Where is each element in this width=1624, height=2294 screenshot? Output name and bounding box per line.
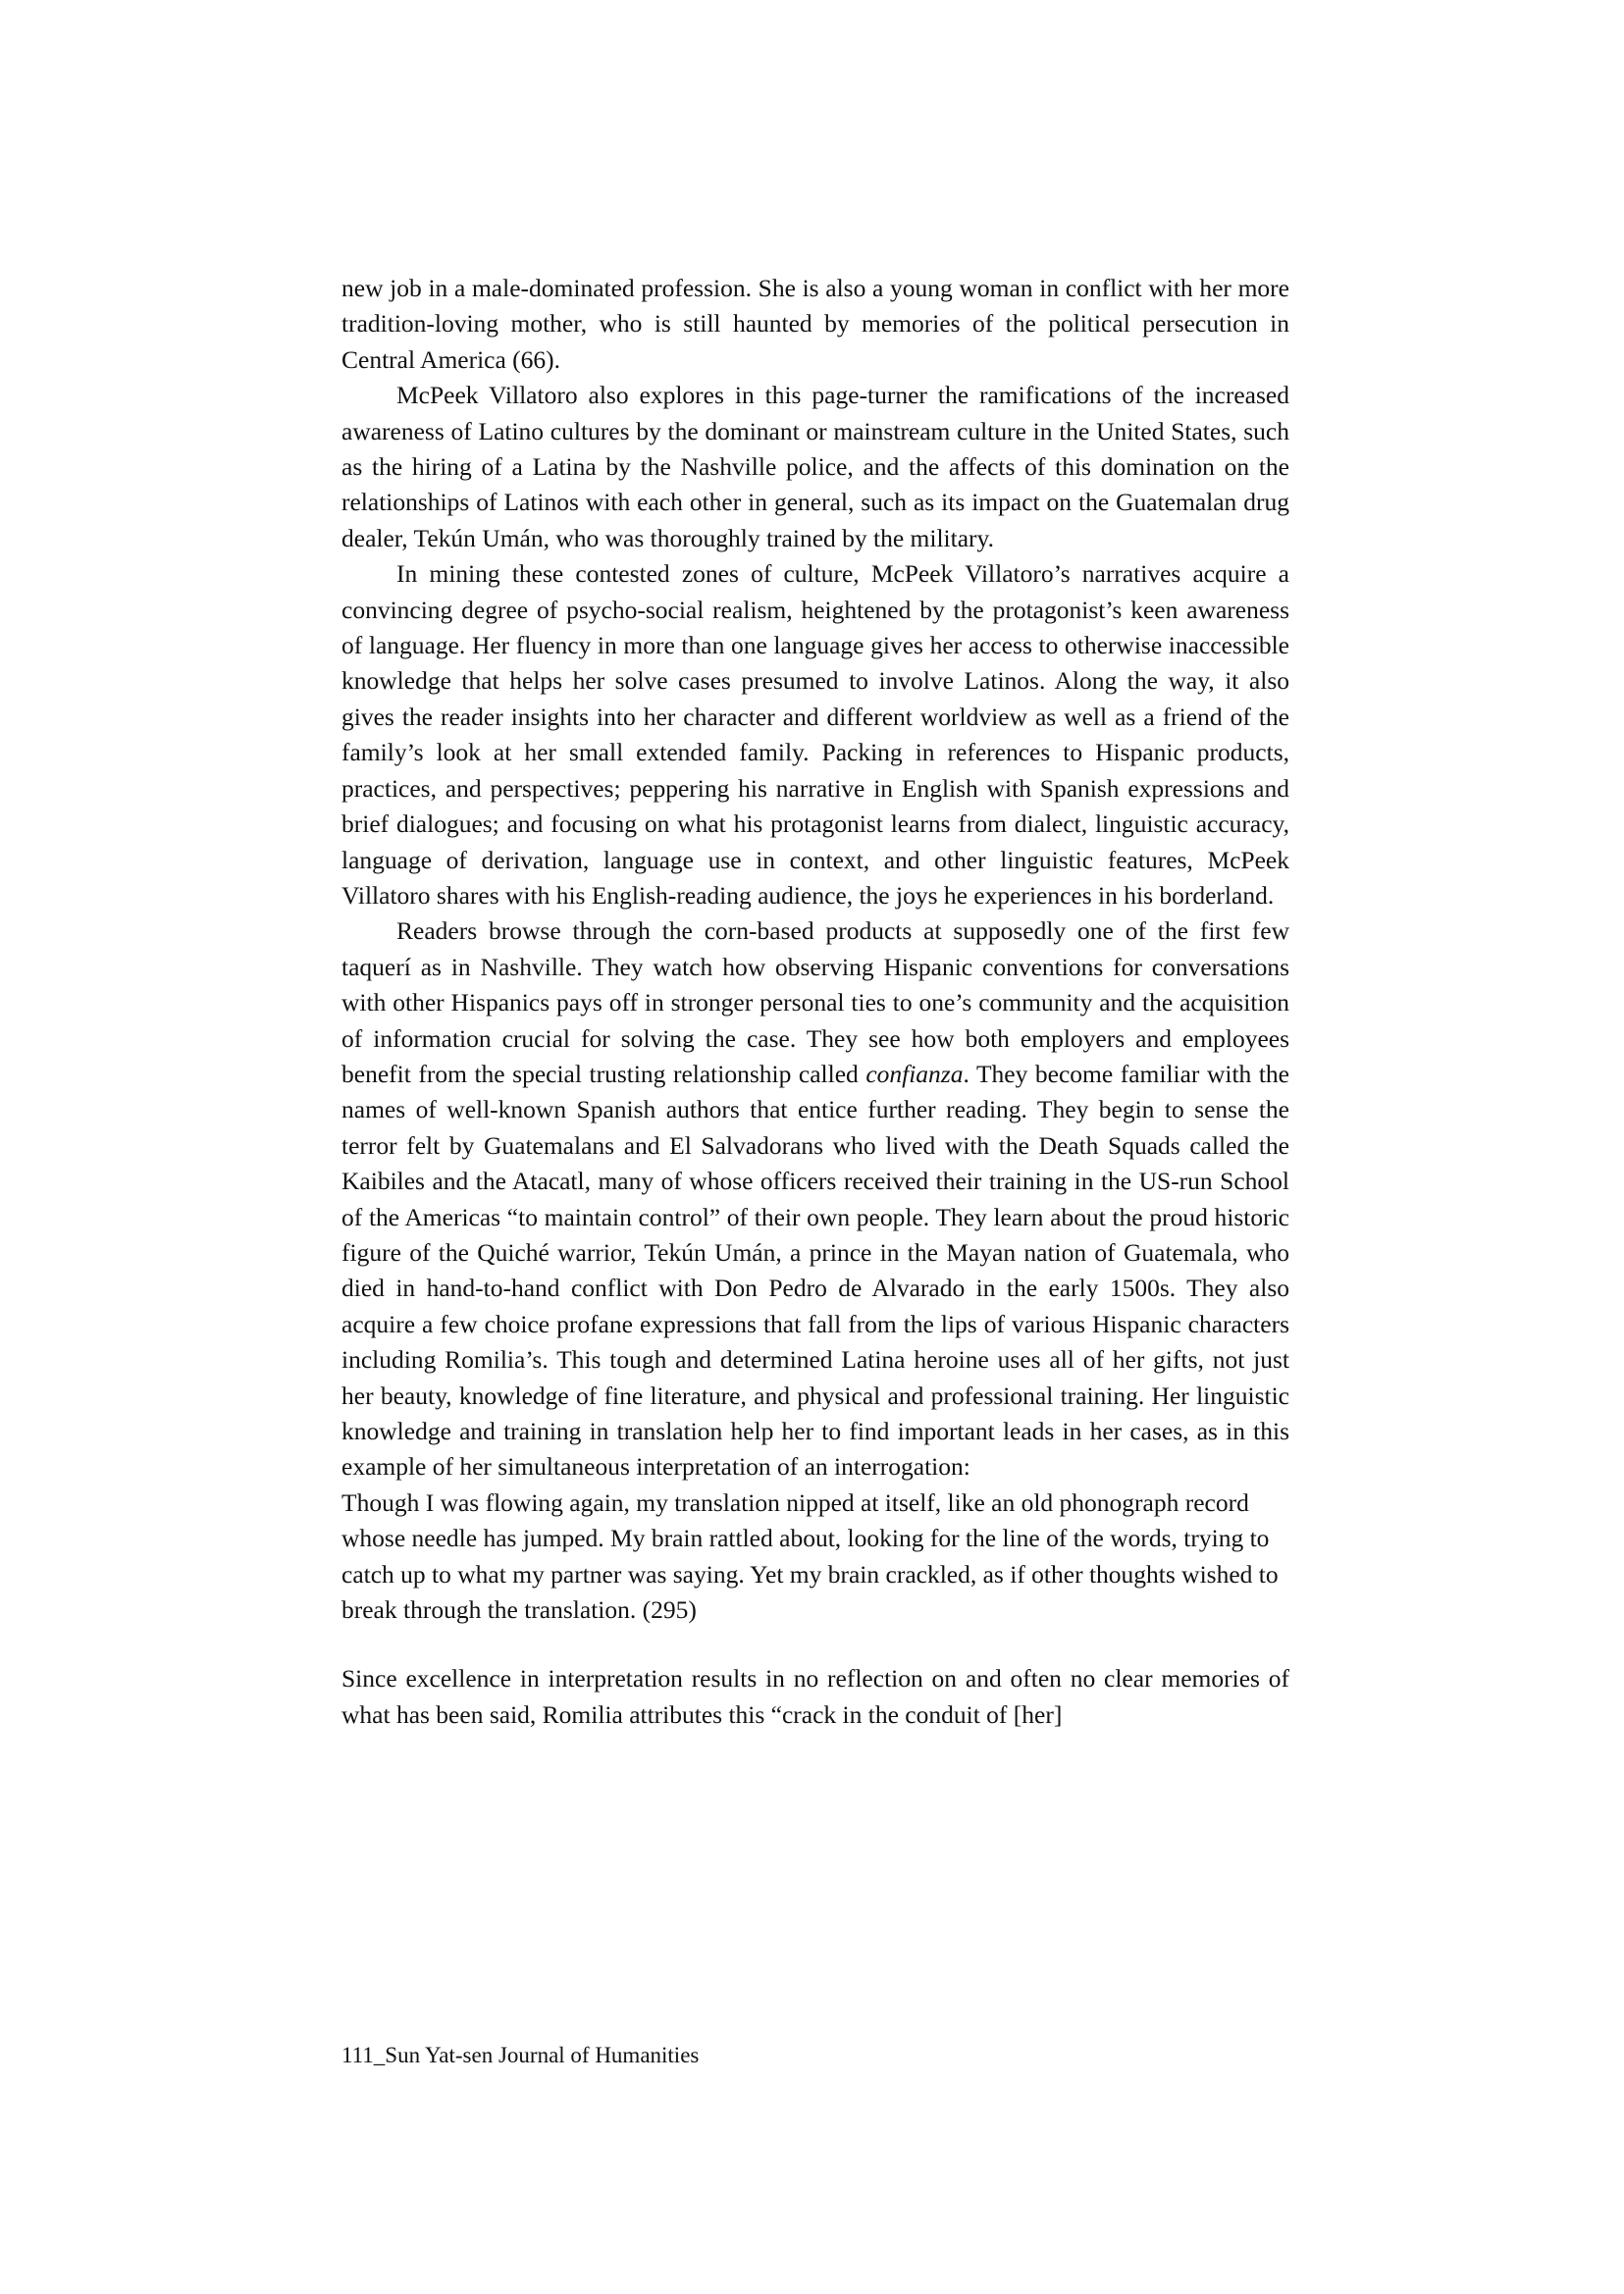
paragraph-4 (341, 913, 1289, 1486)
paragraph-5: Since excellence in interpretation results in no reflection on and often no clear memories of what has been said, Romilia attributes this “crack in the conduit of [her] (341, 1664, 1289, 1729)
block-quote: Though I was flowing again, my translation nipped at itself, like an old phonograph record whose needle has jumped. My brain rattled about, looking for the line of the words, trying to catch up to what my partner was saying. Yet my brain crackled, as if other thoughts wished to break through the translation. (295) (341, 1487, 1279, 1625)
paragraph-2: McPeek Villatoro also explores in this page-turner the ramifications of the increased awareness of Latino cultures by the dominant or mainstream culture in the United States, such as the hiring of a Latina by the Nashville police, and the affects of this domination on the relationships of Latinos with each other in general, such as its impact on the Guatemalan drug dealer, Tekún Umán, who was thoroughly trained by the military. (341, 381, 1289, 552)
page-footer: 111_Sun Yat-sen Journal of Humanities (341, 2043, 700, 2067)
paragraph-4-text-a: Readers browse through the corn-based products at supposedly one of the first few taquerí as in Nashville. They watch how observing Hispanic conventions for conversations with other Hispanics pays off in stronger personal ties to one’s community and the acquisition of information crucial for solving the case. They see how both employers and employees benefit from the special trusting relationship called (341, 916, 1289, 1088)
paragraph-3: In mining these contested zones of culture, McPeek Villatoro’s narratives acquire a convincing degree of psycho-social realism, heightened by the protagonist’s keen awareness of language. Her fluency in more than one language gives her access to otherwise inaccessible knowledge that helps her solve cases presumed to involve Latinos. Along the way, it also gives the reader insights into her character and different worldview as well as a friend of the family’s look at her small extended family. Packing in references to Hispanic products, practices, and perspectives; peppering his narrative in English with Spanish expressions and brief dialogues; and focusing on what his protagonist learns from dialect, linguistic accuracy, language of derivation, language use in context, and other linguistic features, McPeek Villatoro shares with his English-reading audience, the joys he experiences in his borderland. (341, 559, 1289, 910)
paragraph-4-text-b: . They become familiar with the names of well-known Spanish authors that entice further reading. They begin to sense the terror felt by Guatemalans and El Salvadorans who lived with the Death Squads called the Kaibiles and the Atacatl, many of whose officers received their training in the US-run School of the Americas “to maintain control” of their own people. They learn about the proud historic figure of the Quiché warrior, Tekún Umán, a prince in the Mayan nation of Guatemala, who died in hand-to-hand conflict with Don Pedro de Alvarado in the early 1500s. They also acquire a few choice profane expressions that fall from the lips of various Hispanic characters including Romilia’s. This tough and determined Latina heroine uses all of her gifts, not just her beauty, knowledge of fine literature, and physical and professional training. Her linguistic knowledge and training in translation help her to find important leads in her cases, as in this example of her simultaneous interpretation of an interrogation: (341, 1059, 1289, 1482)
paragraph-1: new job in a male-dominated profession. She is also a young woman in conflict with her more tradition-loving mother, who is still haunted by memories of the political persecution in Central America (66). (341, 274, 1289, 374)
article-body (341, 271, 1289, 1733)
italic-term: confianza (865, 1059, 964, 1088)
